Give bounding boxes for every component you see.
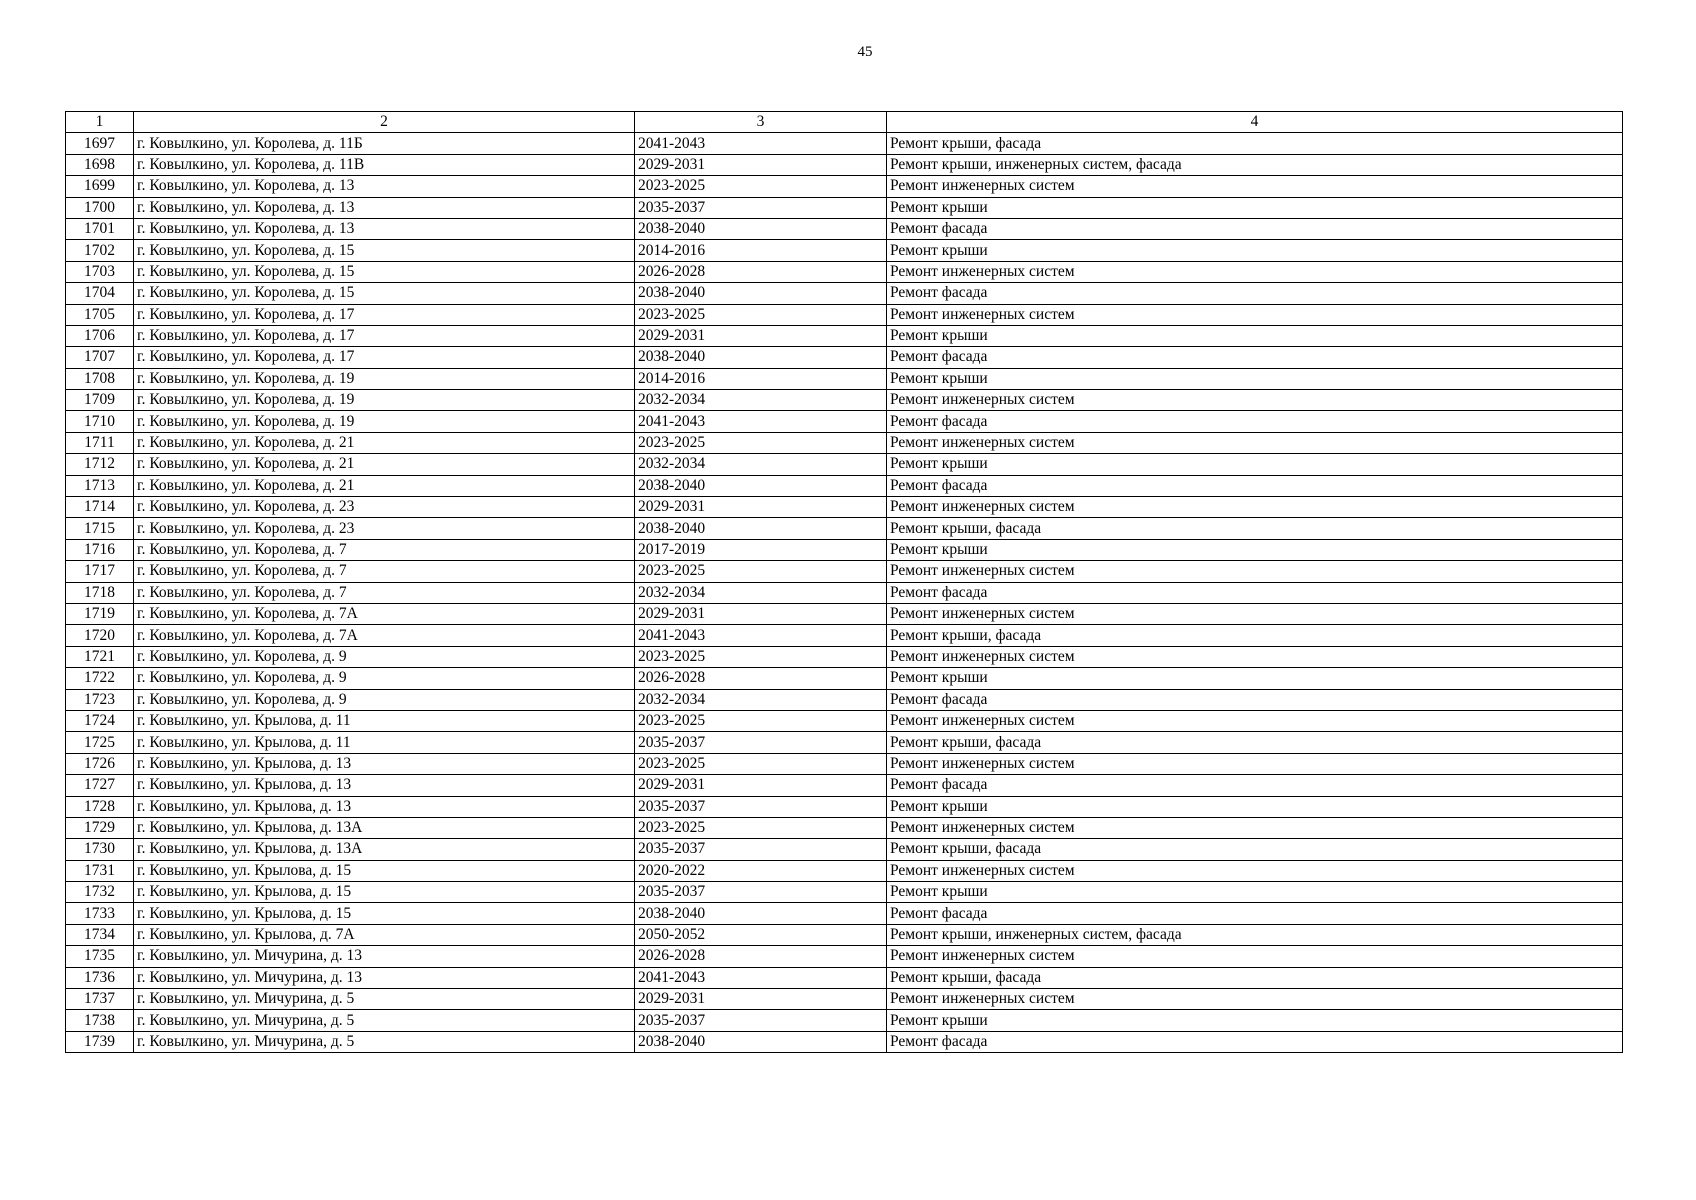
row-number-cell: 1702 xyxy=(66,240,134,261)
work-type-cell: Ремонт крыши, фасада xyxy=(887,839,1623,860)
period-cell: 2020-2022 xyxy=(635,860,887,881)
period-cell: 2038-2040 xyxy=(635,1031,887,1052)
table-row xyxy=(66,176,1623,197)
work-type-cell: Ремонт крыши xyxy=(887,454,1623,475)
address-cell: г. Ковылкино, ул. Королева, д. 19 xyxy=(134,368,635,389)
row-number-cell: 1711 xyxy=(66,432,134,453)
work-type-cell: Ремонт инженерных систем xyxy=(887,432,1623,453)
work-type-cell: Ремонт фасада xyxy=(887,903,1623,924)
table-row xyxy=(66,946,1623,967)
work-type-cell: Ремонт фасада xyxy=(887,347,1623,368)
table-row xyxy=(66,689,1623,710)
table-row xyxy=(66,411,1623,432)
header-col-4: 4 xyxy=(887,112,1623,133)
address-cell: г. Ковылкино, ул. Королева, д. 23 xyxy=(134,518,635,539)
address-cell: г. Ковылкино, ул. Королева, д. 19 xyxy=(134,411,635,432)
table-row xyxy=(66,390,1623,411)
address-cell: г. Ковылкино, ул. Королева, д. 7А xyxy=(134,625,635,646)
period-cell: 2029-2031 xyxy=(635,497,887,518)
address-cell: г. Ковылкино, ул. Мичурина, д. 5 xyxy=(134,1031,635,1052)
address-cell: г. Ковылкино, ул. Королева, д. 17 xyxy=(134,347,635,368)
table-header xyxy=(66,112,1623,133)
table-row xyxy=(66,197,1623,218)
row-number-cell: 1705 xyxy=(66,304,134,325)
period-cell: 2041-2043 xyxy=(635,411,887,432)
table-row xyxy=(66,1031,1623,1052)
row-number-cell: 1721 xyxy=(66,646,134,667)
row-number-cell: 1739 xyxy=(66,1031,134,1052)
work-type-cell: Ремонт инженерных систем xyxy=(887,989,1623,1010)
address-cell: г. Ковылкино, ул. Мичурина, д. 13 xyxy=(134,967,635,988)
row-number-cell: 1701 xyxy=(66,218,134,239)
period-cell: 2014-2016 xyxy=(635,368,887,389)
row-number-cell: 1725 xyxy=(66,732,134,753)
row-number-cell: 1727 xyxy=(66,775,134,796)
work-type-cell: Ремонт инженерных систем xyxy=(887,710,1623,731)
row-number-cell: 1712 xyxy=(66,454,134,475)
period-cell: 2026-2028 xyxy=(635,668,887,689)
work-type-cell: Ремонт крыши xyxy=(887,325,1623,346)
address-cell: г. Ковылкино, ул. Королева, д. 13 xyxy=(134,176,635,197)
period-cell: 2038-2040 xyxy=(635,283,887,304)
work-type-cell: Ремонт крыши xyxy=(887,197,1623,218)
work-type-cell: Ремонт инженерных систем xyxy=(887,261,1623,282)
table-row xyxy=(66,903,1623,924)
row-number-cell: 1703 xyxy=(66,261,134,282)
period-cell: 2026-2028 xyxy=(635,946,887,967)
table-row xyxy=(66,283,1623,304)
address-cell: г. Ковылкино, ул. Королева, д. 13 xyxy=(134,218,635,239)
row-number-cell: 1716 xyxy=(66,539,134,560)
table-row xyxy=(66,924,1623,945)
table-row xyxy=(66,796,1623,817)
period-cell: 2032-2034 xyxy=(635,689,887,710)
period-cell: 2029-2031 xyxy=(635,989,887,1010)
table-row xyxy=(66,668,1623,689)
work-type-cell: Ремонт крыши xyxy=(887,796,1623,817)
address-cell: г. Ковылкино, ул. Королева, д. 17 xyxy=(134,325,635,346)
table-row xyxy=(66,603,1623,624)
table-row xyxy=(66,475,1623,496)
row-number-cell: 1699 xyxy=(66,176,134,197)
row-number-cell: 1729 xyxy=(66,817,134,838)
table-row xyxy=(66,154,1623,175)
address-cell: г. Ковылкино, ул. Крылова, д. 13А xyxy=(134,839,635,860)
address-cell: г. Ковылкино, ул. Королева, д. 13 xyxy=(134,197,635,218)
table-row xyxy=(66,1010,1623,1031)
work-type-cell: Ремонт инженерных систем xyxy=(887,753,1623,774)
address-cell: г. Ковылкино, ул. Королева, д. 21 xyxy=(134,475,635,496)
table-row xyxy=(66,432,1623,453)
address-cell: г. Ковылкино, ул. Королева, д. 9 xyxy=(134,646,635,667)
address-cell: г. Ковылкино, ул. Крылова, д. 11 xyxy=(134,710,635,731)
table-row xyxy=(66,775,1623,796)
work-type-cell: Ремонт крыши, фасада xyxy=(887,625,1623,646)
table-row xyxy=(66,582,1623,603)
table-row xyxy=(66,325,1623,346)
row-number-cell: 1718 xyxy=(66,582,134,603)
table-row xyxy=(66,454,1623,475)
address-cell: г. Ковылкино, ул. Королева, д. 9 xyxy=(134,689,635,710)
header-col-3: 3 xyxy=(635,112,887,133)
table-row xyxy=(66,539,1623,560)
row-number-cell: 1719 xyxy=(66,603,134,624)
row-number-cell: 1708 xyxy=(66,368,134,389)
row-number-cell: 1723 xyxy=(66,689,134,710)
row-number-cell: 1736 xyxy=(66,967,134,988)
period-cell: 2023-2025 xyxy=(635,710,887,731)
period-cell: 2029-2031 xyxy=(635,325,887,346)
table-row xyxy=(66,497,1623,518)
header-row xyxy=(66,112,1623,133)
row-number-cell: 1697 xyxy=(66,133,134,154)
work-type-cell: Ремонт крыши xyxy=(887,668,1623,689)
row-number-cell: 1728 xyxy=(66,796,134,817)
period-cell: 2035-2037 xyxy=(635,1010,887,1031)
address-cell: г. Ковылкино, ул. Королева, д. 7 xyxy=(134,582,635,603)
work-type-cell: Ремонт крыши xyxy=(887,539,1623,560)
table-row xyxy=(66,304,1623,325)
row-number-cell: 1738 xyxy=(66,1010,134,1031)
address-cell: г. Ковылкино, ул. Королева, д. 9 xyxy=(134,668,635,689)
work-type-cell: Ремонт фасада xyxy=(887,1031,1623,1052)
row-number-cell: 1735 xyxy=(66,946,134,967)
table-row xyxy=(66,261,1623,282)
row-number-cell: 1698 xyxy=(66,154,134,175)
period-cell: 2023-2025 xyxy=(635,561,887,582)
period-cell: 2032-2034 xyxy=(635,390,887,411)
row-number-cell: 1704 xyxy=(66,283,134,304)
period-cell: 2038-2040 xyxy=(635,218,887,239)
period-cell: 2035-2037 xyxy=(635,882,887,903)
address-cell: г. Ковылкино, ул. Королева, д. 21 xyxy=(134,432,635,453)
table-row xyxy=(66,817,1623,838)
period-cell: 2023-2025 xyxy=(635,176,887,197)
address-cell: г. Ковылкино, ул. Королева, д. 11В xyxy=(134,154,635,175)
period-cell: 2023-2025 xyxy=(635,432,887,453)
table-row xyxy=(66,646,1623,667)
work-type-cell: Ремонт фасада xyxy=(887,582,1623,603)
table-row xyxy=(66,753,1623,774)
address-cell: г. Ковылкино, ул. Королева, д. 15 xyxy=(134,283,635,304)
row-number-cell: 1737 xyxy=(66,989,134,1010)
header-col-1: 1 xyxy=(66,112,134,133)
row-number-cell: 1717 xyxy=(66,561,134,582)
row-number-cell: 1715 xyxy=(66,518,134,539)
work-type-cell: Ремонт крыши xyxy=(887,240,1623,261)
period-cell: 2038-2040 xyxy=(635,347,887,368)
address-cell: г. Ковылкино, ул. Королева, д. 15 xyxy=(134,240,635,261)
work-type-cell: Ремонт фасада xyxy=(887,411,1623,432)
row-number-cell: 1700 xyxy=(66,197,134,218)
period-cell: 2035-2037 xyxy=(635,796,887,817)
row-number-cell: 1722 xyxy=(66,668,134,689)
period-cell: 2041-2043 xyxy=(635,967,887,988)
period-cell: 2029-2031 xyxy=(635,154,887,175)
work-type-cell: Ремонт инженерных систем xyxy=(887,646,1623,667)
address-cell: г. Ковылкино, ул. Крылова, д. 13 xyxy=(134,775,635,796)
table-row xyxy=(66,218,1623,239)
work-type-cell: Ремонт инженерных систем xyxy=(887,817,1623,838)
row-number-cell: 1713 xyxy=(66,475,134,496)
row-number-cell: 1706 xyxy=(66,325,134,346)
table-row xyxy=(66,839,1623,860)
period-cell: 2029-2031 xyxy=(635,603,887,624)
period-cell: 2023-2025 xyxy=(635,646,887,667)
work-type-cell: Ремонт фасада xyxy=(887,218,1623,239)
period-cell: 2050-2052 xyxy=(635,924,887,945)
work-type-cell: Ремонт фасада xyxy=(887,283,1623,304)
table-row xyxy=(66,710,1623,731)
period-cell: 2023-2025 xyxy=(635,753,887,774)
row-number-cell: 1731 xyxy=(66,860,134,881)
work-type-cell: Ремонт фасада xyxy=(887,475,1623,496)
address-cell: г. Ковылкино, ул. Королева, д. 7 xyxy=(134,539,635,560)
work-type-cell: Ремонт крыши, фасада xyxy=(887,967,1623,988)
work-type-cell: Ремонт крыши xyxy=(887,1010,1623,1031)
work-type-cell: Ремонт инженерных систем xyxy=(887,176,1623,197)
address-cell: г. Ковылкино, ул. Крылова, д. 11 xyxy=(134,732,635,753)
address-cell: г. Ковылкино, ул. Крылова, д. 13А xyxy=(134,817,635,838)
table-row xyxy=(66,882,1623,903)
work-type-cell: Ремонт инженерных систем xyxy=(887,304,1623,325)
work-type-cell: Ремонт инженерных систем xyxy=(887,497,1623,518)
work-type-cell: Ремонт крыши, инженерных систем, фасада xyxy=(887,154,1623,175)
address-cell: г. Ковылкино, ул. Крылова, д. 13 xyxy=(134,796,635,817)
work-type-cell: Ремонт крыши, фасада xyxy=(887,133,1623,154)
address-cell: г. Ковылкино, ул. Королева, д. 15 xyxy=(134,261,635,282)
address-cell: г. Ковылкино, ул. Королева, д. 7А xyxy=(134,603,635,624)
table-row xyxy=(66,240,1623,261)
period-cell: 2038-2040 xyxy=(635,475,887,496)
period-cell: 2035-2037 xyxy=(635,732,887,753)
address-cell: г. Ковылкино, ул. Мичурина, д. 5 xyxy=(134,989,635,1010)
row-number-cell: 1733 xyxy=(66,903,134,924)
address-cell: г. Ковылкино, ул. Крылова, д. 15 xyxy=(134,903,635,924)
address-cell: г. Ковылкино, ул. Крылова, д. 7А xyxy=(134,924,635,945)
page-number: 45 xyxy=(857,44,873,60)
row-number-cell: 1726 xyxy=(66,753,134,774)
period-cell: 2014-2016 xyxy=(635,240,887,261)
table-row xyxy=(66,347,1623,368)
work-type-cell: Ремонт крыши, фасада xyxy=(887,732,1623,753)
work-type-cell: Ремонт крыши xyxy=(887,368,1623,389)
work-type-cell: Ремонт крыши xyxy=(887,882,1623,903)
work-type-cell: Ремонт крыши, инженерных систем, фасада xyxy=(887,924,1623,945)
work-type-cell: Ремонт инженерных систем xyxy=(887,603,1623,624)
period-cell: 2023-2025 xyxy=(635,817,887,838)
work-type-cell: Ремонт инженерных систем xyxy=(887,390,1623,411)
address-cell: г. Ковылкино, ул. Королева, д. 19 xyxy=(134,390,635,411)
work-type-cell: Ремонт инженерных систем xyxy=(887,860,1623,881)
address-cell: г. Ковылкино, ул. Крылова, д. 13 xyxy=(134,753,635,774)
address-cell: г. Ковылкино, ул. Королева, д. 21 xyxy=(134,454,635,475)
period-cell: 2029-2031 xyxy=(635,775,887,796)
work-type-cell: Ремонт инженерных систем xyxy=(887,561,1623,582)
period-cell: 2026-2028 xyxy=(635,261,887,282)
address-cell: г. Ковылкино, ул. Королева, д. 7 xyxy=(134,561,635,582)
row-number-cell: 1730 xyxy=(66,839,134,860)
address-cell: г. Ковылкино, ул. Крылова, д. 15 xyxy=(134,860,635,881)
period-cell: 2041-2043 xyxy=(635,133,887,154)
row-number-cell: 1707 xyxy=(66,347,134,368)
table-row xyxy=(66,518,1623,539)
period-cell: 2035-2037 xyxy=(635,197,887,218)
work-type-cell: Ремонт крыши, фасада xyxy=(887,518,1623,539)
table-body xyxy=(66,133,1623,1053)
row-number-cell: 1709 xyxy=(66,390,134,411)
header-col-2: 2 xyxy=(134,112,635,133)
period-cell: 2041-2043 xyxy=(635,625,887,646)
period-cell: 2035-2037 xyxy=(635,839,887,860)
work-type-cell: Ремонт фасада xyxy=(887,689,1623,710)
work-type-cell: Ремонт инженерных систем xyxy=(887,946,1623,967)
table-row xyxy=(66,860,1623,881)
table-row xyxy=(66,561,1623,582)
repair-schedule-table xyxy=(65,111,1623,1053)
table-row xyxy=(66,989,1623,1010)
address-cell: г. Ковылкино, ул. Мичурина, д. 13 xyxy=(134,946,635,967)
row-number-cell: 1734 xyxy=(66,924,134,945)
address-cell: г. Ковылкино, ул. Королева, д. 17 xyxy=(134,304,635,325)
period-cell: 2032-2034 xyxy=(635,582,887,603)
table-row xyxy=(66,732,1623,753)
address-cell: г. Ковылкино, ул. Королева, д. 11Б xyxy=(134,133,635,154)
table-row xyxy=(66,967,1623,988)
period-cell: 2023-2025 xyxy=(635,304,887,325)
row-number-cell: 1710 xyxy=(66,411,134,432)
table-row xyxy=(66,133,1623,154)
address-cell: г. Ковылкино, ул. Мичурина, д. 5 xyxy=(134,1010,635,1031)
period-cell: 2032-2034 xyxy=(635,454,887,475)
period-cell: 2038-2040 xyxy=(635,903,887,924)
table-row xyxy=(66,625,1623,646)
work-type-cell: Ремонт фасада xyxy=(887,775,1623,796)
period-cell: 2038-2040 xyxy=(635,518,887,539)
row-number-cell: 1724 xyxy=(66,710,134,731)
table-row xyxy=(66,368,1623,389)
period-cell: 2017-2019 xyxy=(635,539,887,560)
row-number-cell: 1732 xyxy=(66,882,134,903)
address-cell: г. Ковылкино, ул. Королева, д. 23 xyxy=(134,497,635,518)
address-cell: г. Ковылкино, ул. Крылова, д. 15 xyxy=(134,882,635,903)
row-number-cell: 1720 xyxy=(66,625,134,646)
row-number-cell: 1714 xyxy=(66,497,134,518)
